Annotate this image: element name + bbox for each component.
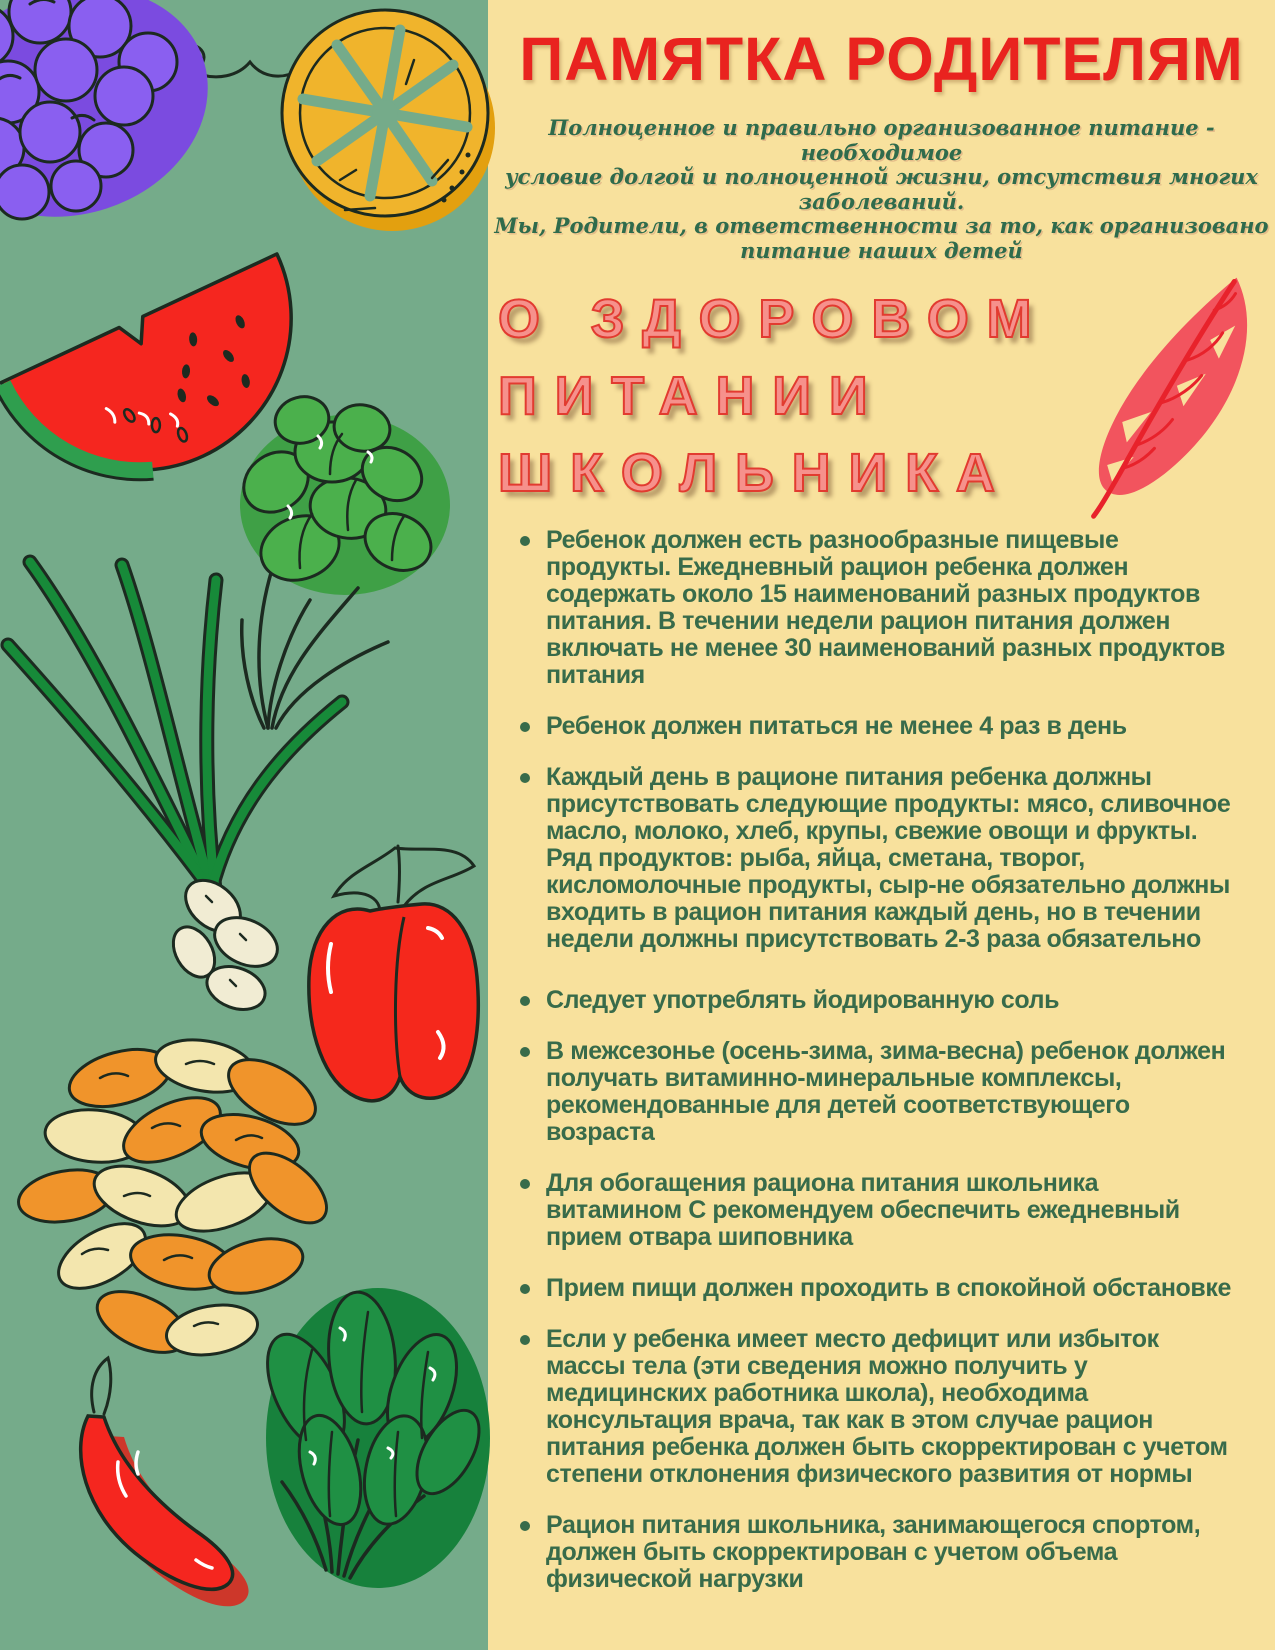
intro-line: необходимое [800, 139, 963, 165]
bullet-list-secondary [488, 987, 1275, 1593]
intro-line: Мы, Родители, в ответственности за то, как организовано [494, 213, 1269, 239]
spinach-bunch-icon [252, 1288, 492, 1588]
list-item: Ребенок должен есть разнообразные пищевые продукты. Ежедневный рацион ребенка должен содержать около 15 наименований разных продуктов питания. В течении недели рацион питания должен включать не менее 30 наименований разных продуктов питания [516, 527, 1237, 689]
page-title: ПАМЯТКА РОДИТЕЛЯМ [519, 25, 1244, 93]
parsley-bunch-icon [232, 391, 450, 728]
intro-line: Полноценное и правильно организованное питание - [548, 115, 1215, 140]
dried-apricots-icon [14, 1033, 338, 1365]
content-panel [488, 0, 1275, 1650]
intro-line: питание наших детей [740, 237, 1023, 263]
list-item: Если у ребенка имеет место дефицит или избыток массы тела (эти сведения можно получить у медицинских работника школа), необходима консультация врача, так как в этом случае рацион питания ребенка должен быть скорректирован с учетом степени отклонения физического развития от нормы [516, 1326, 1237, 1488]
list-item: Рацион питания школьника, занимающегося спортом, должен быть скорректирован с учетом объема физической нагрузки [516, 1512, 1237, 1593]
section-heading-line: ШКОЛЬНИКА [498, 442, 1013, 503]
orange-slice-icon [282, 10, 495, 231]
section-heading-line: ПИТАНИИ [498, 366, 886, 427]
bell-pepper-icon [309, 846, 478, 1101]
section-heading-line: О ЗДОРОВОМ [498, 289, 1050, 350]
chili-pepper-icon [81, 1358, 249, 1606]
list-item: Для обогащения рациона питания школьника витамином С рекомендуем обеспечить ежедневный прием отвара шиповника [516, 1170, 1237, 1251]
list-item: Ребенок должен питаться не менее 4 раз в день [516, 713, 1237, 740]
intro-line: заболеваний. [798, 188, 965, 214]
grapes-icon [0, 0, 238, 251]
intro-text [488, 116, 1275, 263]
list-item: Следует употреблять йодированную соль [516, 987, 1237, 1014]
section-heading-wrap [488, 281, 1275, 511]
list-item: Прием пищи должен проходить в спокойной обстановке [516, 1275, 1237, 1302]
feather-icon [1057, 257, 1275, 540]
list-item: Каждый день в рационе питания ребенка должны присутствовать следующие продукты: мясо, сливочное масло, молоко, хлеб, крупы, свежие овощи и фрукты. Ряд продуктов: рыба, яйца, сметана, творог, кисломолочные продукты, сыр-не обязательно должны входить в рацион питания каждый день, но в течении недели должны присутствовать 2-3 раза обязательно [516, 764, 1237, 953]
produce-illustrations [0, 0, 525, 1650]
list-item: В межсезонье (осень-зима, зима-весна) ребенок должен получать витаминно-минеральные комплексы, рекомендованные для детей соответствующего возраста [516, 1038, 1237, 1146]
bullet-list-primary [488, 527, 1275, 953]
intro-line: условие долгой и полноценной жизни, отсутствия многих [505, 164, 1258, 190]
